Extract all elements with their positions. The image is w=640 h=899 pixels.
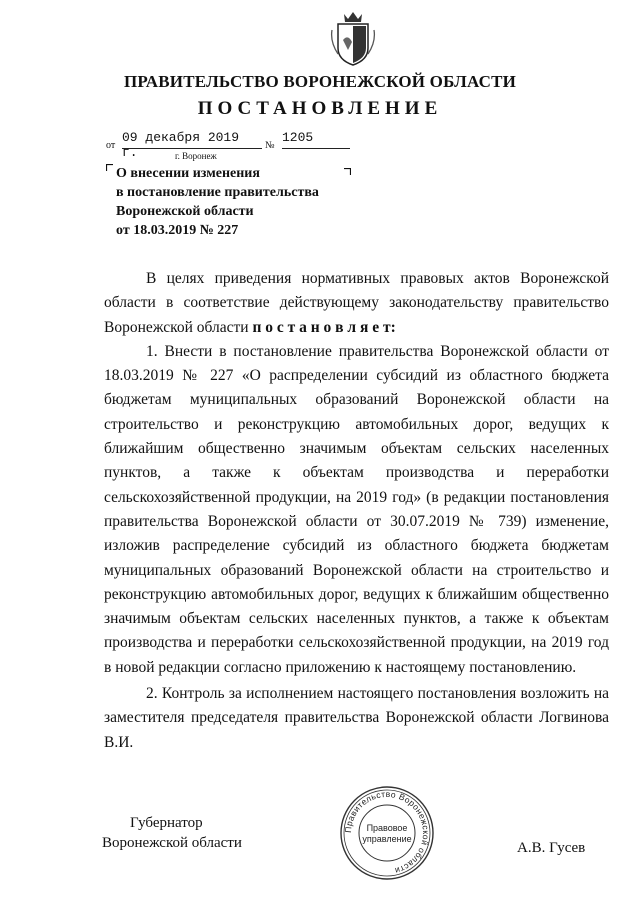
svg-text:управление: управление	[362, 834, 412, 844]
document-date: 09 декабря 2019 г.	[122, 130, 262, 149]
organization-title: ПРАВИТЕЛЬСТВО ВОРОНЕЖСКОЙ ОБЛАСТИ	[123, 72, 517, 91]
signatory-position-line2: Воронежской области	[102, 835, 242, 851]
signatory-position-line1: Губернатор	[130, 815, 203, 831]
intro-paragraph	[104, 267, 609, 340]
document-number: 1205	[282, 130, 350, 149]
svg-text:Правовое: Правовое	[366, 823, 408, 833]
document-type-title: ПОСТАНОВЛЕНИЕ	[197, 98, 443, 119]
legal-department-stamp	[338, 784, 436, 882]
subject-line: Воронежской области	[116, 204, 254, 219]
svg-text:Правительство Воронежской обла: Правительство Воронежской области	[342, 788, 432, 877]
signatory-name: А.В. Гусев	[517, 840, 586, 856]
item-1-paragraph: 1. Внести в постановление правительства Воронежской области от 18.03.2019 № 227 «О распределении субсидий из областного бюджета бюджетам муниципальных образований Воронежской области на строительство и реконструкцию автомобильных дорог, ведущих к ближайшим общественно значимым объектам сельских населенных пунктов, а также к объектам производства и переработки сельскохозяйственной продукции, на 2019 год» (в редакции постановления правительства Воронежской области от 30.07.2019 № 739) изменение, изложив распределение субсидий из областного бюджета бюджетам муниципальных образований Воронежской области на строительство и реконструкцию автомобильных дорог, ведущих к ближайшим общественно значимым объектам сельских населенных пунктов, а также к объектам производства и переработки сельскохозяйственной продукции, на 2019 год в новой редакции согласно приложению к настоящему постановлению.	[104, 342, 609, 676]
document-body	[104, 267, 609, 755]
resolves-word: п о с т а н о в л я е т:	[252, 318, 396, 336]
subject-line: О внесении изменения	[116, 166, 260, 181]
subject-line: от 18.03.2019 № 227	[116, 223, 239, 238]
date-prefix: от	[106, 140, 116, 151]
number-prefix: №	[265, 140, 275, 151]
city-label: г. Воронеж	[175, 151, 217, 161]
intro-text: В целях приведения нормативных правовых актов Воронежской области в соответствие действующему законодательству правительство Воронежской области	[104, 270, 609, 336]
coat-of-arms-emblem	[330, 10, 376, 66]
subject-block	[110, 164, 350, 240]
item-2-paragraph: 2. Контроль за исполнением настоящего постановления возложить на заместителя председателя правительства Воронежской области Логвинова В.И.	[104, 685, 609, 751]
subject-line: в постановление правительства	[116, 185, 319, 200]
